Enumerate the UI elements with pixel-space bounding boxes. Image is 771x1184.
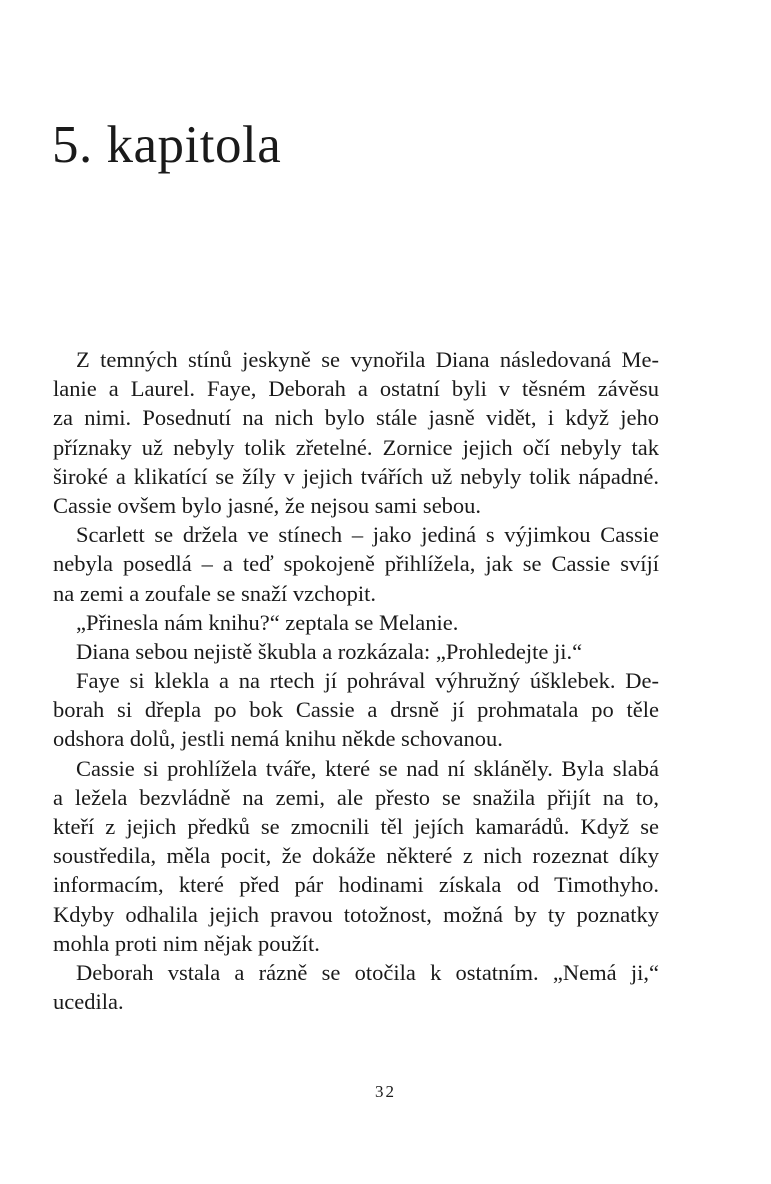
text-line: Diana sebou nejistě škubla a rozkázala: „Prohledejte ji.“ [76,638,583,664]
text-line: Cassie si prohlížela tváře, které se nad ní skláněly. Byla slabá [76,755,659,781]
text-line: široké a klikatící se žíly v jejich tvářích už nebyly tolik nápadné. [53,463,659,489]
page-number: 32 [375,1082,396,1101]
text-line: kteří z jejich předků se zmocnili těl jejích kamarádů. Když se [53,814,659,839]
text-line: za nimi. Posednutí na nich bylo stále jasně vidět, i když jeho [53,405,659,431]
text-line: Cassie ovšem bylo jasné, že nejsou sami sebou. [53,492,482,518]
text-line: „Přinesla nám knihu?“ zeptala se Melanie. [76,609,459,635]
text-line: Faye si klekla a na rtech jí pohrával výhružný úšklebek. De- [76,668,659,694]
text-line: odshora dolů, jestli nemá knihu někde schovanou. [53,726,503,752]
text-line: mohla proti nim nějak použít. [53,930,320,956]
text-line: lanie a Laurel. Faye, Deborah a ostatní byli v těsném závěsu [53,376,659,402]
text-line: Z temných stínů jeskyně se vynořila Diana následovaná Me- [76,347,659,372]
text-line: příznaky už nebyly tolik zřetelné. Zornice jejich očí nebyly tak [53,434,659,460]
text-line: informacím, které před pár hodinami získala od Timothyho. [53,872,659,898]
text-line: Deborah vstala a rázně se otočila k ostatním. „Nemá ji,“ [76,959,659,985]
text-line: ucedila. [53,989,124,1015]
text-line: nebyla posedlá – a teď spokojeně přihlížela, jak se Cassie svíjí [53,551,659,577]
body-text [53,345,659,1016]
text-line: borah si dřepla po bok Cassie a drsně jí prohmatala po těle [53,697,659,723]
text-line: Scarlett se držela ve stínech – jako jediná s výjimkou Cassie [76,522,659,548]
text-line: Kdyby odhalila jejich pravou totožnost, možná by ty poznatky [53,901,659,927]
chapter-title: 5. kapitola [52,116,282,174]
text-line: a ležela bezvládně na zemi, ale přesto se snažila přijít na to, [53,784,659,810]
text-line: soustředila, měla pocit, že dokáže některé z nich rozeznat díky [53,843,659,869]
text-line: na zemi a zoufale se snaží vzchopit. [53,580,376,606]
